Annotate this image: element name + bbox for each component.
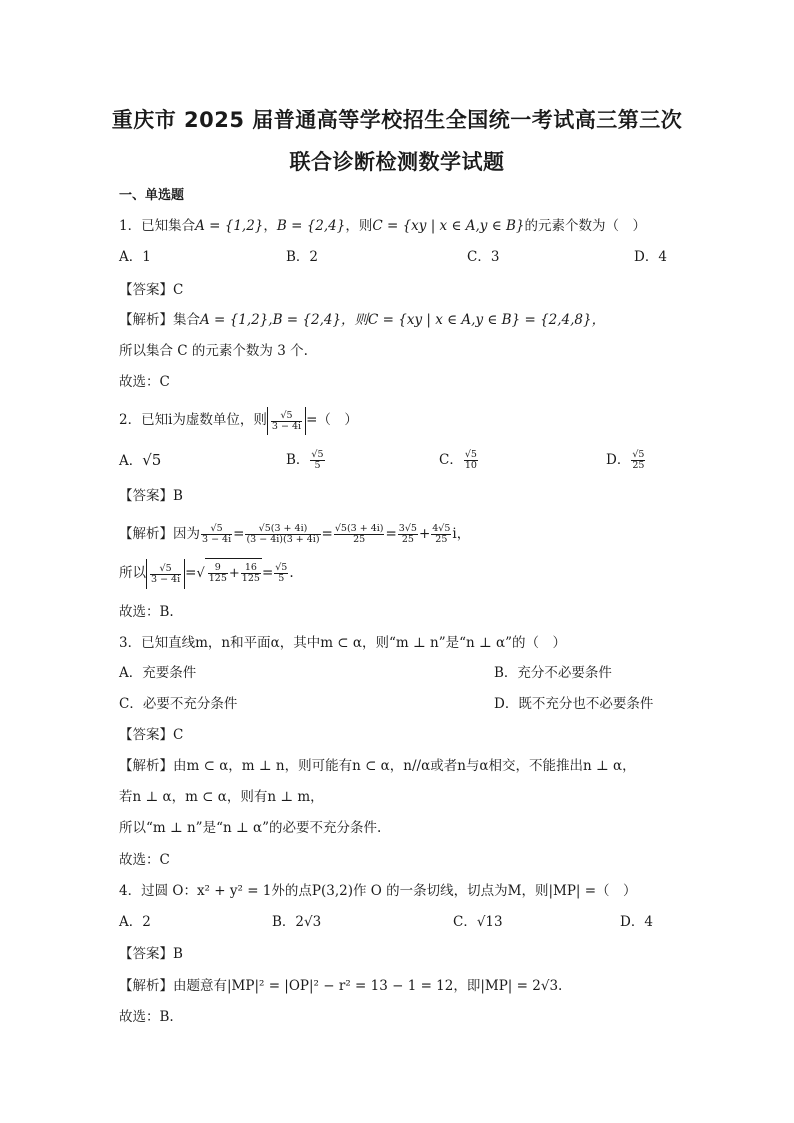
- q2-g-frac-2: [208, 563, 228, 584]
- q2-frac-4-num: 3√5: [398, 523, 417, 534]
- q2-stem-frac-den: 3 − 4i: [271, 420, 302, 432]
- section-heading: 一、单选题: [119, 188, 185, 203]
- q2-g-frac-3-den: 125: [241, 573, 260, 584]
- q1-set-c: C = {xy | x ∈ A,y ∈ B}: [372, 218, 525, 234]
- q1-analysis-line-2: 所以集合 C 的元素个数为 3 个.: [119, 343, 308, 359]
- q2-option-a-label: A．: [119, 453, 143, 469]
- q2-option-c-label: C．: [439, 452, 463, 468]
- q2-option-d-den: 25: [632, 460, 645, 471]
- q2-option-c-num: √5: [464, 449, 477, 460]
- q1-stem: [119, 216, 646, 236]
- q2-abs-expression: [267, 407, 306, 435]
- q4-option-a: A．2: [119, 914, 151, 930]
- q2-option-b-label: B．: [286, 452, 310, 468]
- q4-stem: 4．过圆 O：x² + y² = 1外的点P(3,2)作 O 的一条切线，切点为M，则|MP| =（ ）: [119, 883, 637, 899]
- q1-stem-pre: 1．已知集合: [119, 218, 196, 234]
- q2-conclusion: 故选：B.: [119, 604, 174, 620]
- q1-option-b: B．2: [286, 249, 319, 265]
- q2-analysis-label: 【解析】: [119, 526, 173, 542]
- q2-frac-4: [398, 524, 418, 545]
- q2-g-frac-4-num: √5: [275, 562, 288, 573]
- q3-option-c: C．必要不充分条件: [119, 696, 238, 712]
- q3-analysis-line-2: 若n ⊥ α，m ⊂ α，则有n ⊥ m，: [119, 789, 324, 805]
- q2-stem-pre: 2．已知i为虚数单位，则: [119, 412, 267, 428]
- q1-stem-sep2: ，则: [345, 218, 373, 234]
- q2-frac-3-num: √5(3 + 4i): [334, 523, 384, 534]
- q2-g-frac-3: [241, 563, 261, 584]
- q2-option-c-den: 10: [464, 460, 477, 471]
- q3-analysis-text: 由m ⊂ α，m ⊥ n，则可能有n ⊂ α，n//α或者n与α相交，不能推出n ⊥ α，: [173, 758, 636, 774]
- q4-analysis-label: 【解析】: [119, 978, 173, 994]
- q2-stem: [119, 406, 358, 435]
- q4-option-b: B．2√3: [272, 914, 322, 930]
- q1-answer: 【答案】C: [119, 282, 184, 298]
- q2-g-frac-2-den: 125: [208, 573, 227, 584]
- q2-analysis-abs: [146, 559, 185, 589]
- q2-option-c-frac: [464, 450, 478, 471]
- q1-analysis-line-1: [119, 310, 605, 330]
- q2-frac-1-num: √5: [201, 524, 232, 535]
- q3-option-d: D．既不充分也不必要条件: [494, 696, 654, 712]
- q2-option-b-frac: [310, 450, 324, 471]
- q1-stem-post: 的元素个数为（ ）: [524, 218, 646, 234]
- q2-analysis-2-text: 所以: [119, 565, 146, 581]
- q2-frac-2-num: √5(3 + 4i): [245, 524, 320, 535]
- q3-stem: 3．已知直线m，n和平面α，其中m ⊂ α，则“m ⊥ n”是“n ⊥ α”的（ ）: [119, 635, 566, 651]
- q2-option-a-value: √5: [142, 451, 162, 469]
- q1-conclusion: 故选：C: [119, 374, 170, 390]
- q1-set-a: A = {1,2}: [195, 218, 264, 234]
- q2-frac-5-den: 25: [435, 534, 448, 545]
- q2-frac-3-den: 25: [353, 534, 366, 545]
- q2-option-a: [119, 450, 161, 471]
- q2-option-d-label: D．: [606, 452, 631, 468]
- q3-analysis-line-3: 所以“m ⊥ n”是“n ⊥ α”的必要不充分条件.: [119, 820, 382, 836]
- q4-option-d: D．4: [620, 914, 653, 930]
- q3-analysis-label: 【解析】: [119, 758, 173, 774]
- q2-option-d-frac: [631, 450, 645, 471]
- q4-answer: 【答案】B: [119, 946, 183, 962]
- q2-frac-5: [431, 524, 451, 545]
- q2-g-frac-4: [274, 563, 288, 584]
- q4-analysis-text: 由题意有|MP|² = |OP|² − r² = 13 − 1 = 12，即|MP| = 2√3.: [173, 978, 563, 994]
- q2-analysis-text: 因为: [173, 526, 200, 542]
- q2-sqrt-expression: √ $\frac{9}{125}$ + $\frac{16}{125}$: [196, 558, 261, 589]
- q2-analysis-tail: i，: [452, 526, 471, 542]
- page-title-line-2: 联合诊断检测数学试题: [289, 150, 505, 174]
- q2-frac-2-den: (3 − 4i)(3 + 4i): [246, 534, 320, 545]
- q1-analysis-math: A = {1,2},B = {2,4}，则C = {xy | x ∈ A,y ∈ B} = {2,4,8}，: [200, 312, 606, 328]
- q2-option-c: [439, 446, 479, 474]
- q2-stem-frac-num: √5: [271, 411, 302, 422]
- q2-g-frac-4-den: 5: [278, 573, 285, 584]
- q1-analysis-label: 【解析】: [119, 312, 173, 328]
- q1-option-d: D．4: [634, 249, 667, 265]
- q2-option-d-num: √5: [632, 449, 645, 460]
- q2-g-frac-1: [150, 564, 181, 585]
- q2-g-frac-1-den: 3 − 4i: [151, 573, 181, 585]
- q3-option-a: A．充要条件: [119, 665, 197, 681]
- q3-option-b: B．充分不必要条件: [494, 665, 612, 681]
- q2-g-frac-1-num: √5: [150, 564, 181, 575]
- q3-answer: 【答案】C: [119, 727, 184, 743]
- q2-frac-3: [334, 524, 385, 545]
- q2-frac-1-den: 3 − 4i: [202, 534, 232, 545]
- q4-analysis-line-1: [119, 976, 562, 996]
- q4-option-c: C．√13: [453, 914, 503, 930]
- q1-option-a: A．1: [119, 249, 151, 265]
- page-title-line-1: 重庆市 2025 届普通高等学校招生全国统一考试高三第三次: [111, 108, 683, 132]
- q2-g-frac-2-num: 9: [208, 563, 228, 574]
- q2-option-d: [606, 446, 646, 474]
- q2-g-frac-3-num: 16: [241, 563, 261, 574]
- q2-frac-5-num: 4√5: [432, 523, 451, 534]
- q3-analysis-line-1: [119, 756, 636, 776]
- q2-stem-fraction: [271, 411, 302, 432]
- q1-analysis-text: 集合: [173, 312, 200, 328]
- q2-analysis-line-1: 【解析】因为 $\frac{√5}{3 - 4i}$ = $\frac{√5(3 + 4i)}{(3 - 4i)(3 + 4i)}$ = $\frac{√5(3 + 4i)}{25}$ = $\frac{3√5}{25}$ + $\frac{4√5}{25}$ i，: [119, 523, 471, 545]
- q2-option-b-den: 5: [314, 460, 321, 471]
- q1-set-b: B = {2,4}: [276, 218, 346, 234]
- q4-conclusion: 故选：B.: [119, 1009, 174, 1025]
- q2-frac-1: [201, 524, 232, 545]
- q2-stem-post: =（ ）: [306, 412, 358, 428]
- q2-frac-4-den: 25: [401, 534, 414, 545]
- q2-option-b: [286, 446, 326, 474]
- q2-analysis-line-2: 所以 $\frac{√5}{3 - 4i}$ =√ $\frac{9}{125}$ + $\frac{16}{125}$ = $\frac{√5}{5}$ .: [119, 558, 294, 589]
- q1-option-c: C．3: [467, 249, 500, 265]
- q3-conclusion: 故选：C: [119, 852, 170, 868]
- q2-answer: 【答案】B: [119, 488, 183, 504]
- q1-stem-sep1: ，: [263, 218, 277, 234]
- q2-option-b-num: √5: [311, 449, 324, 460]
- q2-frac-2: [245, 524, 320, 545]
